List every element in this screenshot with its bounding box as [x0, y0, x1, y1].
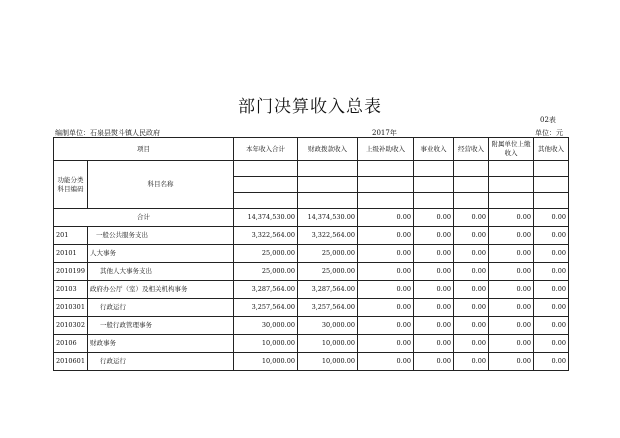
cell-code: 2010302	[54, 317, 88, 335]
cell-upper: 0.00	[358, 299, 414, 317]
cell-code: 20103	[54, 281, 88, 299]
cell-upper: 0.00	[358, 245, 414, 263]
cell-fiscal: 25,000.00	[298, 263, 358, 281]
blank-cell	[534, 177, 569, 193]
blank-cell	[358, 193, 414, 209]
cell-subject-name: 行政运行	[88, 353, 234, 371]
header-col-fiscal: 财政拨款收入	[298, 138, 358, 161]
cell-subject-name: 一般行政管理事务	[88, 317, 234, 335]
cell-upper: 0.00	[358, 227, 414, 245]
cell-subject-name: 合计	[54, 209, 234, 227]
header-col-affiliate: 附属单位上缴收入	[489, 138, 534, 161]
cell-affiliate: 0.00	[489, 317, 534, 335]
cell-fiscal: 3,322,564.00	[298, 227, 358, 245]
table-row	[54, 335, 569, 353]
cell-fiscal: 3,257,564.00	[298, 299, 358, 317]
cell-fiscal: 14,374,530.00	[298, 209, 358, 227]
cell-other: 0.00	[534, 299, 569, 317]
cell-fiscal: 3,287,564.00	[298, 281, 358, 299]
cell-upper: 0.00	[358, 263, 414, 281]
cell-upper: 0.00	[358, 281, 414, 299]
cell-affiliate: 0.00	[489, 209, 534, 227]
blank-cell	[454, 177, 489, 193]
table-row	[54, 263, 569, 281]
blank-cell	[414, 193, 454, 209]
cell-business: 0.00	[414, 281, 454, 299]
cell-business: 0.00	[414, 209, 454, 227]
form-number: 02表	[540, 116, 556, 124]
cell-subject-name: 政府办公厅（室）及相关机构事务	[88, 281, 234, 299]
cell-other: 0.00	[534, 245, 569, 263]
blank-cell	[489, 161, 534, 177]
cell-total: 25,000.00	[234, 263, 298, 281]
cell-affiliate: 0.00	[489, 353, 534, 371]
cell-business: 0.00	[414, 317, 454, 335]
cell-subject-name: 人大事务	[88, 245, 234, 263]
blank-cell	[358, 161, 414, 177]
cell-subject-name: 行政运行	[88, 299, 234, 317]
table-row	[54, 299, 569, 317]
cell-total: 25,000.00	[234, 245, 298, 263]
cell-total: 14,374,530.00	[234, 209, 298, 227]
blank-cell	[234, 177, 298, 193]
blank-cell	[414, 161, 454, 177]
cell-upper: 0.00	[358, 335, 414, 353]
report-year: 2017年	[372, 129, 397, 137]
blank-cell	[534, 193, 569, 209]
blank-cell	[454, 193, 489, 209]
blank-cell	[414, 177, 454, 193]
cell-total: 30,000.00	[234, 317, 298, 335]
cell-other: 0.00	[534, 209, 569, 227]
cell-upper: 0.00	[358, 317, 414, 335]
cell-code: 20106	[54, 335, 88, 353]
cell-affiliate: 0.00	[489, 281, 534, 299]
cell-affiliate: 0.00	[489, 245, 534, 263]
blank-cell	[534, 161, 569, 177]
cell-total: 3,287,564.00	[234, 281, 298, 299]
table-row	[54, 281, 569, 299]
cell-other: 0.00	[534, 335, 569, 353]
cell-operating: 0.00	[454, 227, 489, 245]
cell-business: 0.00	[414, 299, 454, 317]
cell-fiscal: 10,000.00	[298, 335, 358, 353]
cell-fiscal: 25,000.00	[298, 245, 358, 263]
cell-affiliate: 0.00	[489, 335, 534, 353]
report-title: 部门决算收入总表	[238, 97, 382, 117]
cell-code: 2010301	[54, 299, 88, 317]
table-row	[54, 317, 569, 335]
table-row	[54, 227, 569, 245]
cell-operating: 0.00	[454, 335, 489, 353]
cell-affiliate: 0.00	[489, 299, 534, 317]
blank-cell	[298, 161, 358, 177]
cell-business: 0.00	[414, 335, 454, 353]
cell-operating: 0.00	[454, 299, 489, 317]
cell-code: 2010601	[54, 353, 88, 371]
cell-other: 0.00	[534, 317, 569, 335]
cell-total: 3,257,564.00	[234, 299, 298, 317]
cell-upper: 0.00	[358, 353, 414, 371]
income-summary-table	[53, 137, 569, 371]
cell-business: 0.00	[414, 263, 454, 281]
compiling-unit: 编制单位：石泉县熨斗镇人民政府	[55, 129, 160, 137]
header-sub-row	[54, 161, 569, 177]
blank-cell	[234, 193, 298, 209]
header-col-business: 事业收入	[414, 138, 454, 161]
cell-other: 0.00	[534, 353, 569, 371]
header-function-code: 功能分类科目编码	[54, 161, 88, 209]
cell-upper: 0.00	[358, 209, 414, 227]
cell-code: 201	[54, 227, 88, 245]
cell-subject-name: 其他人大事务支出	[88, 263, 234, 281]
blank-cell	[489, 193, 534, 209]
header-col-operating: 经营收入	[454, 138, 489, 161]
cell-other: 0.00	[534, 227, 569, 245]
cell-total: 10,000.00	[234, 335, 298, 353]
currency-unit: 单位：元	[535, 129, 563, 137]
cell-code: 2010199	[54, 263, 88, 281]
cell-business: 0.00	[414, 227, 454, 245]
blank-cell	[298, 177, 358, 193]
cell-business: 0.00	[414, 353, 454, 371]
header-col-total: 本年收入合计	[234, 138, 298, 161]
header-col-upper: 上级补助收入	[358, 138, 414, 161]
blank-cell	[234, 161, 298, 177]
blank-cell	[358, 177, 414, 193]
blank-cell	[489, 177, 534, 193]
cell-operating: 0.00	[454, 209, 489, 227]
header-col-other: 其他收入	[534, 138, 569, 161]
cell-affiliate: 0.00	[489, 227, 534, 245]
cell-other: 0.00	[534, 263, 569, 281]
cell-affiliate: 0.00	[489, 263, 534, 281]
cell-total: 10,000.00	[234, 353, 298, 371]
cell-operating: 0.00	[454, 353, 489, 371]
header-item: 项目	[54, 138, 234, 161]
cell-fiscal: 10,000.00	[298, 353, 358, 371]
cell-business: 0.00	[414, 245, 454, 263]
cell-fiscal: 30,000.00	[298, 317, 358, 335]
cell-subject-name: 一般公共服务支出	[88, 227, 234, 245]
cell-operating: 0.00	[454, 245, 489, 263]
cell-subject-name: 财政事务	[88, 335, 234, 353]
cell-other: 0.00	[534, 281, 569, 299]
blank-cell	[298, 193, 358, 209]
blank-cell	[454, 161, 489, 177]
table-row	[54, 209, 569, 227]
table-row	[54, 353, 569, 371]
cell-operating: 0.00	[454, 281, 489, 299]
header-subject-name: 科目名称	[88, 161, 234, 209]
header-row	[54, 138, 569, 161]
table-row	[54, 245, 569, 263]
cell-operating: 0.00	[454, 263, 489, 281]
cell-total: 3,322,564.00	[234, 227, 298, 245]
cell-code: 20101	[54, 245, 88, 263]
cell-operating: 0.00	[454, 317, 489, 335]
